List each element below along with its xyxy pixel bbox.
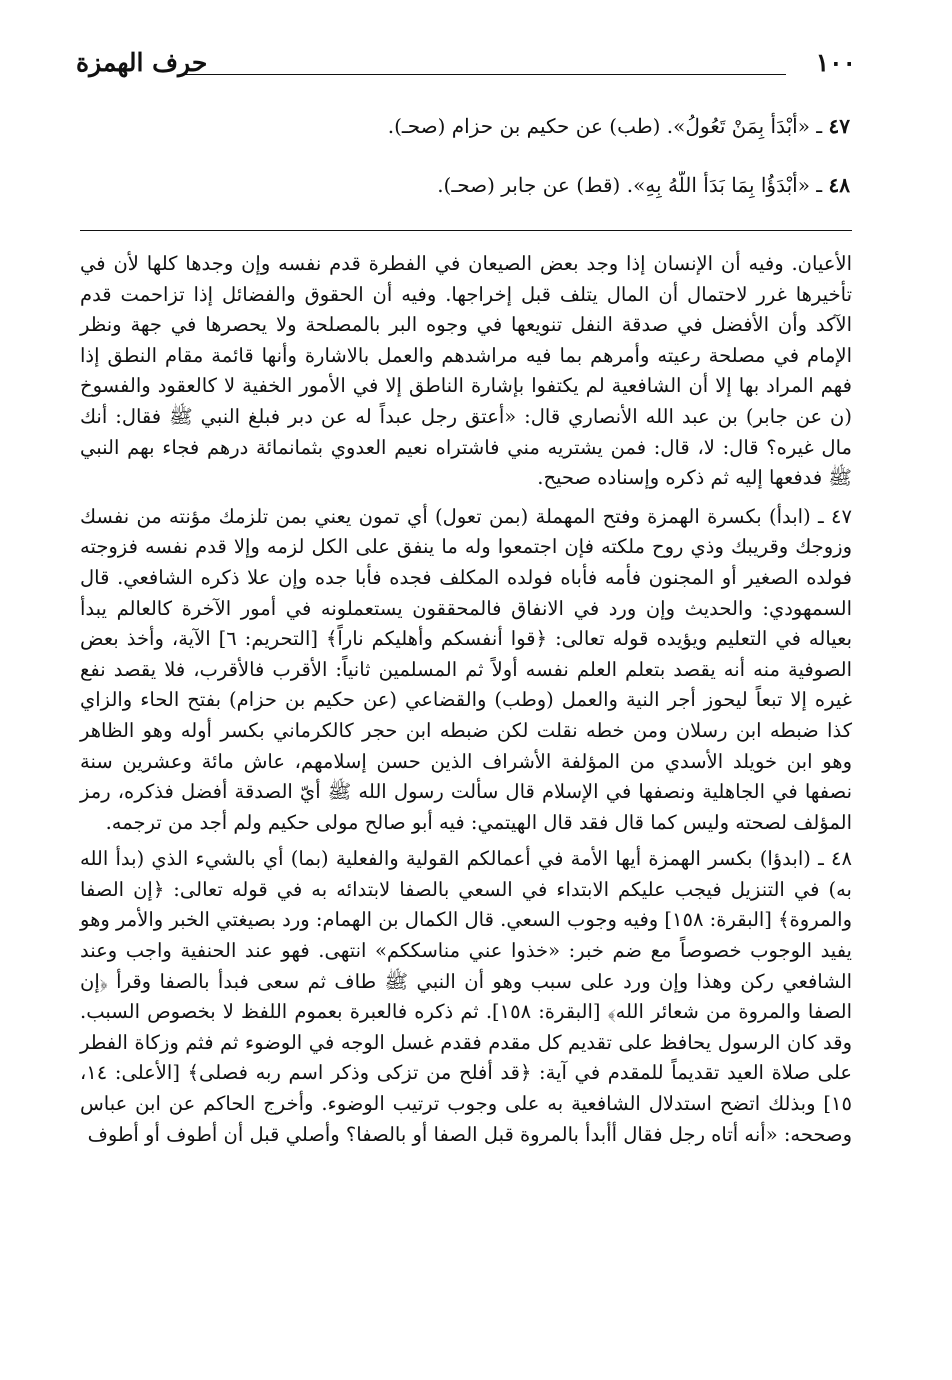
commentary-paragraph: ٤٧ ـ (ابدأ) بكسرة الهمزة وفتح المهملة (بمن تعول) أي تمون يعني بمن تلزمك مؤنته من نفسك وزوجك وقريبك وذي روح ملكته فإن اجتمعوا وله ما ينفق على الكل لزمه وإلا قدم نفسه فزوجته فولده الصغير أو المجنون فأمه فأباه فولده المكلف فجده فأبا جده وإن علا ذكره الشافعي. قال السمهودي: والحديث وإن ورد في الانفاق فالمحققون يستعملونه في أمور الآخرة كالعالم يبدأ بعياله في التعليم ويؤيده قوله تعالى: ﴿قوا أنفسكم وأهليكم ناراً﴾ [التحريم: ٦] الآية، وأخذ بعض الصوفية منه أنه يقصد بتعلم العلم نفسه أولاً ثم المسلمين ثانياً: الأقرب فالأقرب، فلا يقصد نفع غيره إلا تبعاً ليحوز أجر النية والعمل (وطب) والقضاعي (عن حكيم بن حزام) بفتح الحاء والزاي كذا ضبطه ابن رسلان ومن خطه نقلت لكن ضبطه ابن حجر كالكرماني بكسر أوله وهو الظاهر وهو ابن خويلد الأسدي من المؤلفة الأشراف الذين حسن إسلامهم، عاش مائة وعشرين سنة نصفها في الجاهلية ونصفها في الإسلام قال سألت رسول الله ﷺ أيّ الصدقة أفضل فذكره، رمز المؤلف لصحته وليس كما قال فقد قال الهيتمي: فيه أبو صالح مولى حكيم ولم أجد من ترجمه. xyxy=(80,504,852,834)
page-header xyxy=(76,48,856,88)
hadith-number: ٤٧ xyxy=(828,114,850,138)
hadith-text: «أَبْدَأْ بِمَنْ تَعُولُ». (طب) عن حكيم بن حزام (صحـ). xyxy=(387,114,810,138)
header-rule xyxy=(184,74,786,75)
commentary xyxy=(80,249,852,1158)
running-title: حرف الهمزة xyxy=(76,48,208,77)
commentary-paragraph: الأعيان. وفيه أن الإنسان إذا وجد بعض الصيعان في الفطرة قدم نفسه وإن وجدها كلها لأن في تأخيرها غرر لاحتمال أن المال يتلف قبل إخراجها. وفيه أن الحقوق والفضائل إذا تزاحمت قدم الآكد وأن الأفضل في صدقة النفل تنويعها في وجوه البر بالمصلحة ولا يحصرها في جهة ونظر الإمام في مصلحة رعيته وأمرهم بما فيه مراشدهم والعمل بالاشارة وأنها قائمة مقام النطق إذا فهم المراد بها إلا أن الشافعية لم يكتفوا بإشارة الناطق إلا في الأمور الخفية لا كالعقود والفسوخ (ن عن جابر) بن عبد الله الأنصاري قال: «أعتق رجل عبداً له عن دبر فبلغ النبي ﷺ فقال: أنك مال غيره؟ قال: لا، قال: فمن يشتريه مني فاشتراه نعيم العدوي بثمانمائة درهم فجاء بهم النبي ﷺ فدفعها إليه ثم ذكره وإسناده صحيح. xyxy=(80,252,852,490)
commentary-paragraph: ٤٨ ـ (ابدؤا) بكسر الهمزة أيها الأمة في أعمالكم القولية والفعلية (بما) أي بالشيء الذي (بدأ الله به) في التنزيل فيجب عليكم الابتداء في السعي بالصفا لابتدائه به في قوله تعالى: ﴿إن الصفا والمروة﴾ [البقرة: ١٥٨] وفيه وجوب السعي. قال الكمال بن الهمام: ورد بصيغتي الخبر والأمر وهو يفيد الوجوب خصوصاً مع ضم خبر: «خذوا عني مناسككم» انتهى. فهو عند الحنفية واجب وعند الشافعي ركن وهذا وإن ورد على سبب وهو أن النبي ﷺ طاف ثم سعى فبدأ بالصفا وقرأ ﴿إن الصفا والمروة من شعائر الله﴾ [البقرة: ١٥٨]. ثم ذكره فالعبرة بعموم اللفظ لا بخصوص السبب. وقد كان الرسول يحافظ على تقديم كل مقدم فقدم غسل الوجه في الوضوء ثم فثم وزكاة الفطر على صلاة العيد تقديماً للمقدم في آية: ﴿قد أفلح من تزكى وذكر اسم ربه فصلى﴾ [الأعلى: ١٤، ١٥] وبذلك اتضح استدلال الشافعية به على وجوب ترتيب الوضوء. وأخرج الحاكم عن ابن عباس وصححه: «أنه أتاه رجل فقال أأبدأ بالمروة قبل الصفا أو بالصفا؟ وأصلي قبل أن أطوف أو أطوف xyxy=(80,847,853,1146)
hadith-texts xyxy=(80,112,850,230)
hadith-number: ٤٨ xyxy=(828,173,850,197)
page-number: ١٠٠ xyxy=(815,48,856,77)
section-divider xyxy=(80,230,852,231)
hadith-text: «أَبْدَؤُا بِمَا بَدَأَ اللَّهُ بِهِ». (قط) عن جابر (صحـ). xyxy=(437,173,810,197)
hadith-47: ٤٧ ـ «أَبْدَأْ بِمَنْ تَعُولُ». (طب) عن حكيم بن حزام (صحـ). xyxy=(387,114,850,138)
hadith-48: ٤٨ ـ «أَبْدَؤُا بِمَا بَدَأَ اللَّهُ بِهِ». (قط) عن جابر (صحـ). xyxy=(437,173,850,197)
